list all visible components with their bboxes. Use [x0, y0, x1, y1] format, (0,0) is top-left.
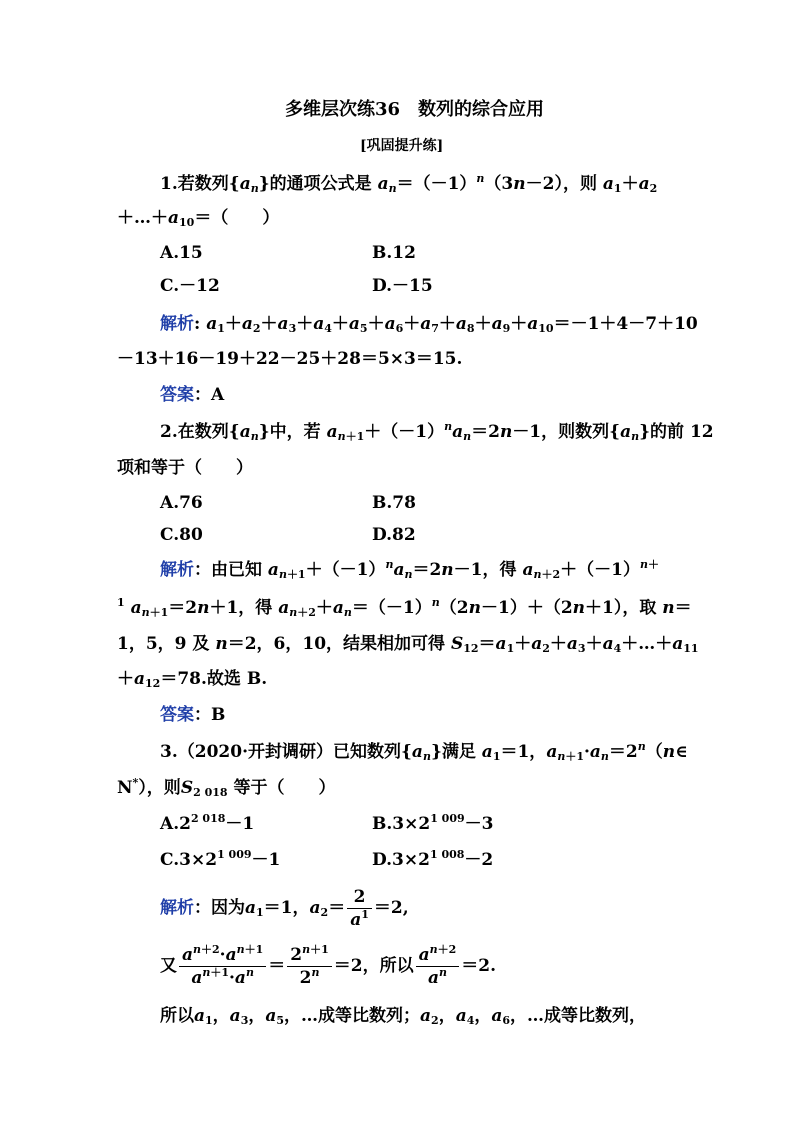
- q3-stem-line2: N*），则$S_{2 018}$ 等于（ ）: [117, 776, 336, 799]
- analysis-label: 解析: [160, 314, 194, 334]
- q1-stem-line1: 1.若数列$\{a_n\}$的通项公式是 $a_n=(-1)^n(3n-2)$，则 $a_1+a_2$: [160, 172, 658, 195]
- analysis-label: 解析: [160, 898, 194, 918]
- fraction: $\frac{a^{n+2}}{a^n}$: [416, 944, 460, 989]
- q3-analysis-line1: 解析：因为$a_1=1$，$a_2=$ $\frac{2}{a^1}$ ＝2,: [160, 887, 409, 930]
- q3-option-a: $A.2^{2 018}-1$: [160, 812, 255, 834]
- q3-option-b: $B.3\times 2^{1 009}-3$: [372, 812, 494, 834]
- q1-answer: 答案：A: [160, 385, 225, 405]
- q2-stem-line2: 项和等于（ ）: [117, 458, 253, 478]
- page-title: 多维层次练36 数列的综合应用: [285, 99, 545, 120]
- q3-option-d: $D.3\times 2^{1 008}-2$: [372, 848, 494, 870]
- q3-source: （2020·开封调研）: [177, 742, 333, 762]
- q1-option-d: D.－15: [372, 276, 433, 296]
- q2-option-a: A.76: [160, 493, 203, 513]
- q2-analysis-line3: 1，5，9 及 n＝2，6，10，结果相加可得 $S_{12}=a_1+a_2+a_3+a_4+\dots+a_{11}$: [117, 634, 699, 655]
- q1-option-b: B.12: [372, 243, 416, 263]
- fraction: $\frac{2}{a^1}$: [347, 886, 372, 931]
- q2-analysis-line2: $^1$ $a_{n+1}=2n+1$，得 $a_{n+2}+a_n=(-1)^n(2n-1)+(2n+1)$，取 n＝: [117, 596, 692, 619]
- q1-option-c: C.－12: [160, 276, 220, 296]
- q1-analysis-line2: －13＋16－19＋22－25＋28＝5×3＝15.: [117, 349, 463, 369]
- q2-option-b: B.78: [372, 493, 416, 513]
- analysis-label: 解析: [160, 560, 194, 580]
- q1-option-a: A.15: [160, 243, 203, 263]
- q3-analysis-line3: 所以$a_1$，$a_3$，$a_5$，…成等比数列；$a_2$，$a_4$，$a_6$，…成等比数列，: [160, 1006, 647, 1027]
- answer-label: 答案: [160, 385, 194, 405]
- q2-stem-line1: 2.在数列$\{a_n\}$中，若 $a_{n+1}+(-1)^na_n=2n-1$，则数列$\{a_n\}$的前 12: [160, 420, 714, 443]
- q3-analysis-line2: 又 $\frac{a^{n+2}\cdot a^{n+1}}{a^{n+1}\cdot a^n}$ ＝ $\frac{2^{n+1}}{2^n}$ ＝2，所以 $\frac{a^{n+2}}{a^n}$ ＝2.: [160, 943, 497, 988]
- q2-answer: 答案：B: [160, 705, 226, 725]
- q2-option-c: C.80: [160, 525, 203, 545]
- fraction: $\frac{2^{n+1}}{2^n}$: [287, 944, 332, 989]
- q2-option-d: D.82: [372, 525, 416, 545]
- q3-option-c: $C.3\times 2^{1 009}-1$: [160, 848, 281, 870]
- q2-analysis-line4: $+a_{12}=78$.故选 B.: [117, 669, 268, 690]
- q2-analysis-line1: 解析：由已知 $a_{n+1}+(-1)^na_n=2n-1$，得 $a_{n+2}+(-1)^{n+}$: [160, 558, 659, 581]
- answer-label: 答案: [160, 705, 194, 725]
- q3-stem-line1: 3.（2020·开封调研）已知数列$\{a_n\}$满足 $a_1=1$，$a_{n+1}\cdot a_n=2^n(n\in$: [160, 740, 688, 763]
- fraction: $\frac{a^{n+2}\cdot a^{n+1}}{a^{n+1}\cdot a^n}$: [179, 944, 266, 989]
- section-subtitle: [巩固提升练]: [360, 138, 444, 154]
- q1-analysis-line1: 解析: $a_1+a_2+a_3+a_4+a_5+a_6+a_7+a_8+a_9+a_{10}=-1+4-7+10$: [160, 314, 698, 335]
- q1-stem-line2: $+\dots+a_{10}=$（ ）: [117, 208, 280, 229]
